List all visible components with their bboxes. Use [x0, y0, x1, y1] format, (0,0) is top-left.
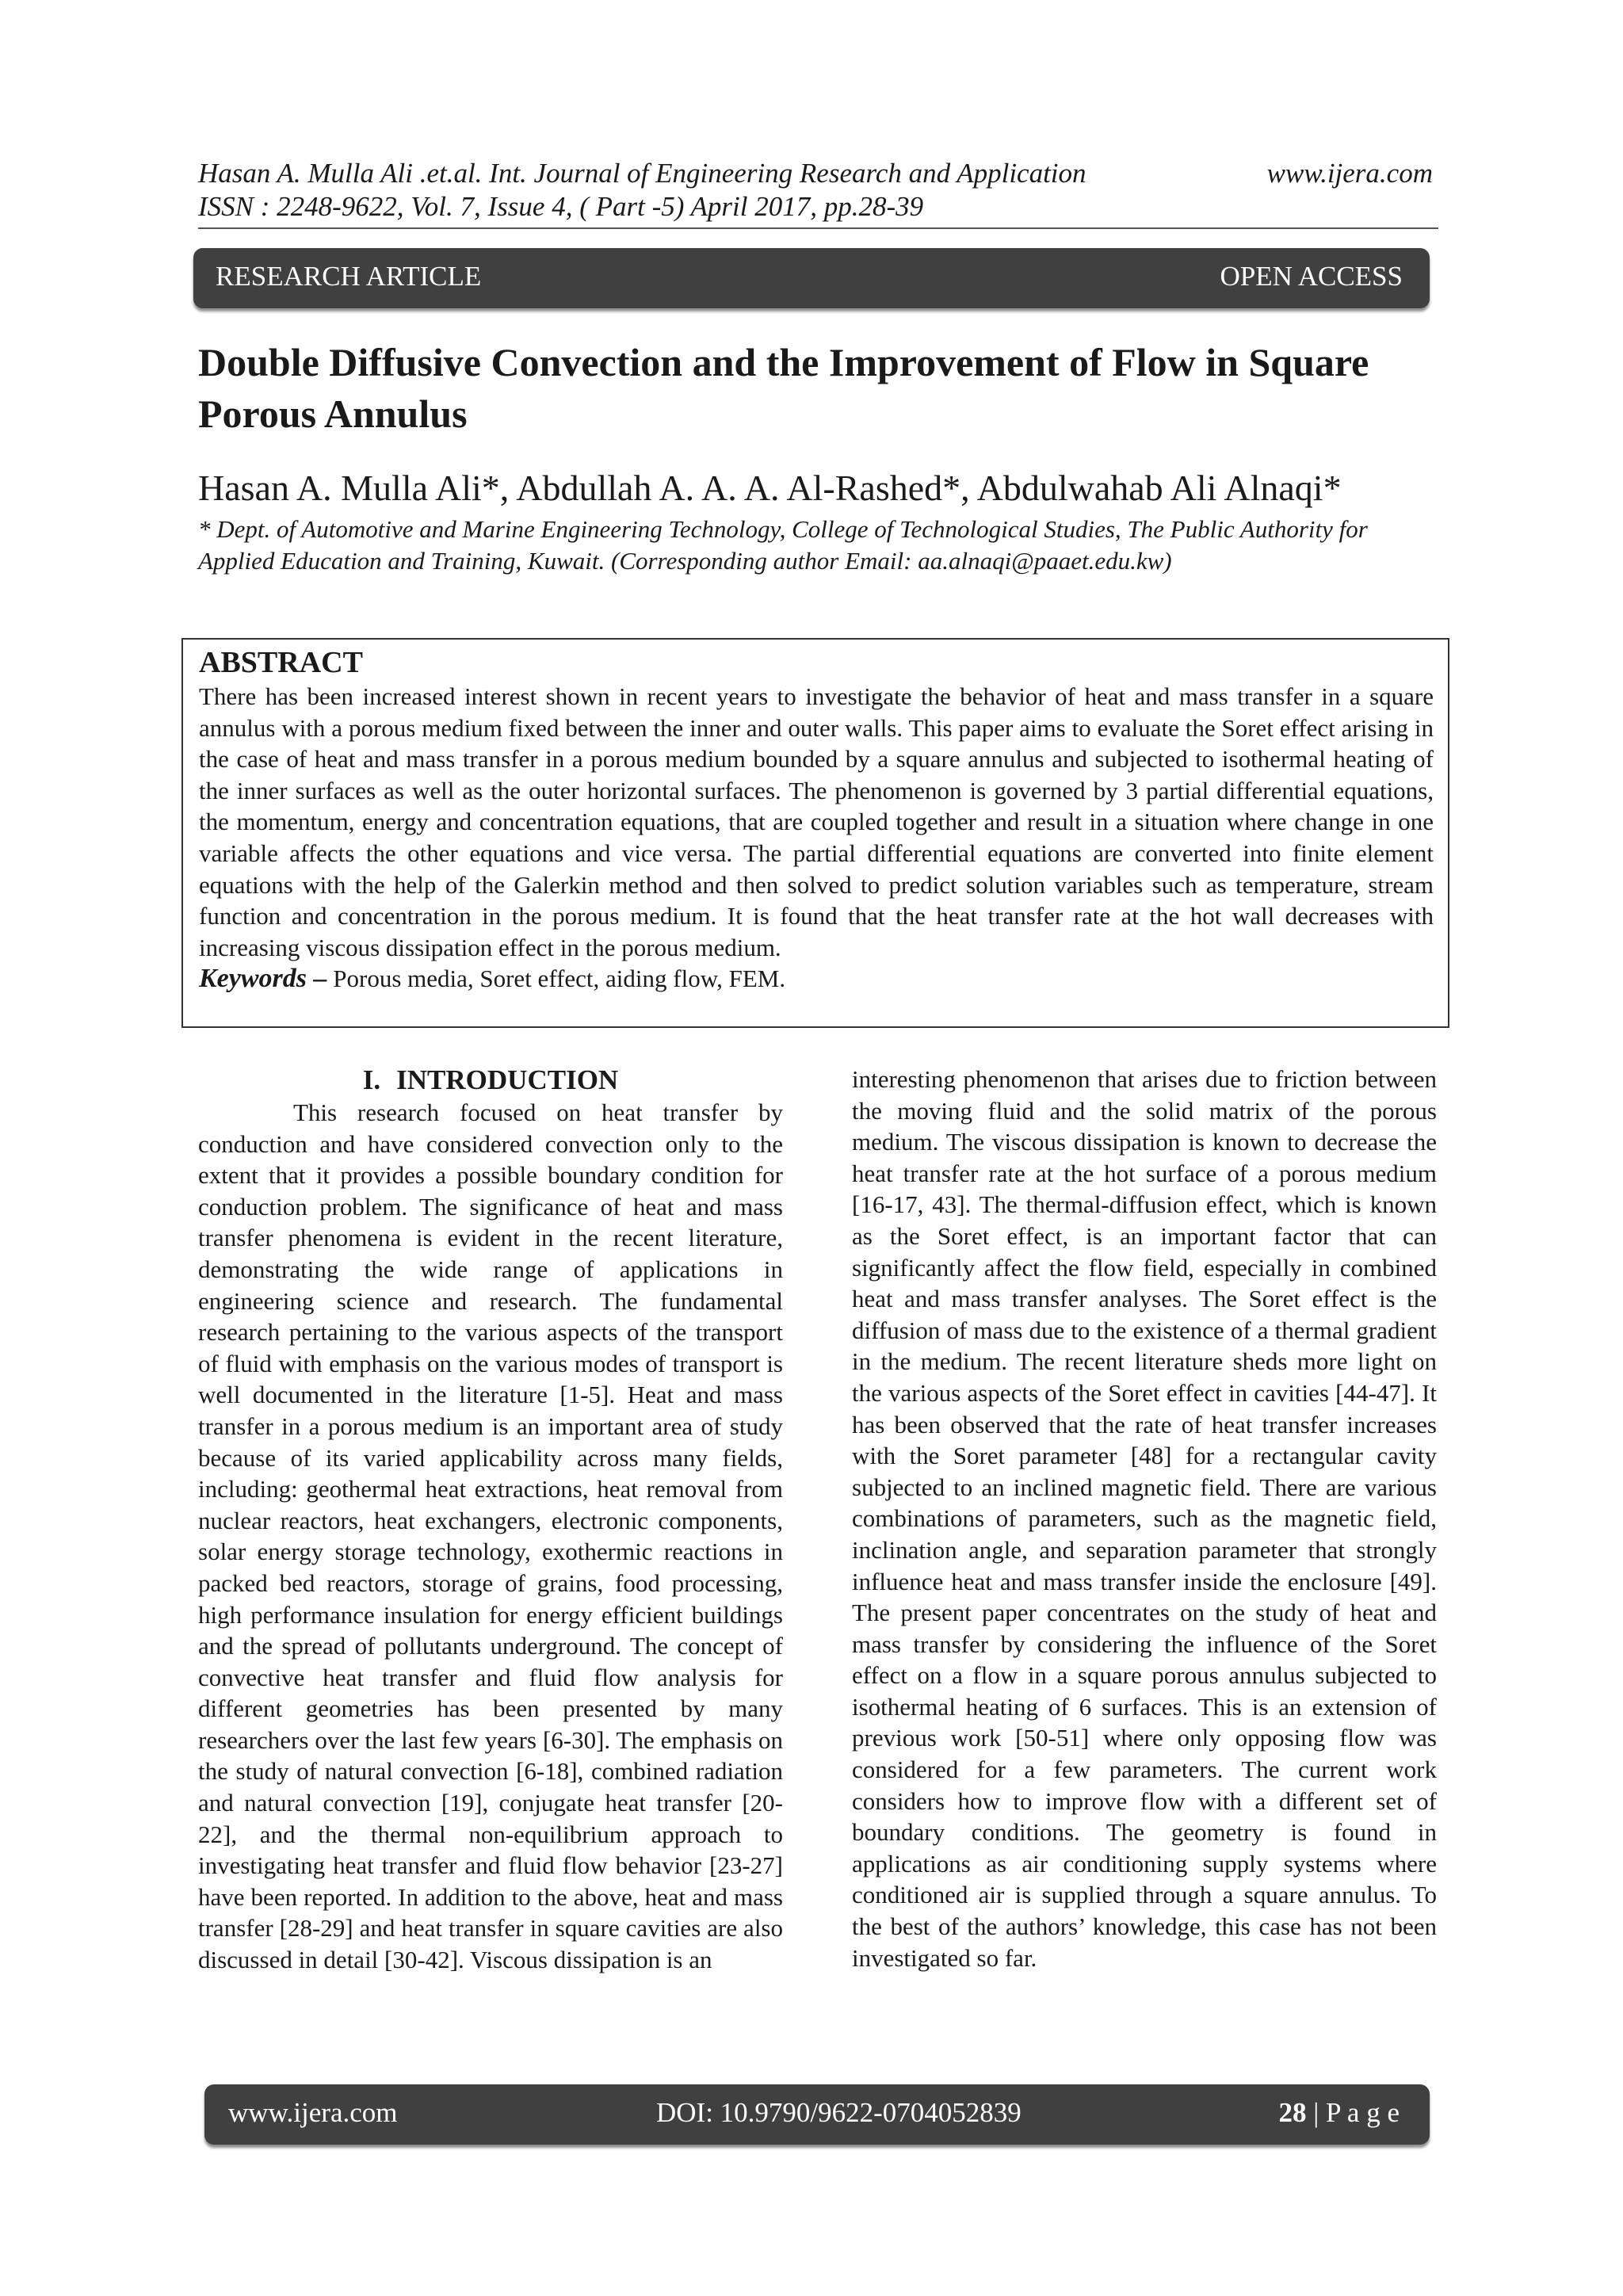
footer-page-indicator: [1279, 2097, 1400, 2129]
section-heading: [198, 1064, 783, 1097]
page-footer: [204, 2084, 1430, 2145]
author-list: Hasan A. Mulla Ali*, Abdullah A. A. A. Al-Rashed*, Abdulwahab Ali Alnaqi*: [198, 468, 1342, 508]
research-article-label: RESEARCH ARTICLE: [216, 261, 482, 292]
intro-paragraph-left: This research focused on heat transfer by conduction and have considered convection only to the extent that it provides a possible boundary condition for conduction problem. The significance of heat and mass transfer phenomena is evident in the recent literature, demonstrating the wide range of applications in engineering science and research. The fundamental research pertaining to the various aspects of the transport of fluid with emphasis on the various modes of transport is well documented in the literature [1-5]. Heat and mass transfer in a porous medium is an important area of study because of its varied applicability across many fields, including: geothermal heat extractions, heat removal from nuclear reactors, heat exchangers, electronic components, solar energy storage technology, exothermic reactions in packed bed reactors, storage of grains, food processing, high performance insulation for energy efficient buildings and the spread of pollutants underground. The concept of convective heat transfer and fluid flow analysis for different geometries has been presented by many researchers over the last few years [6-30]. The emphasis on the study of natural convection [6-18], combined radiation and natural convection [19], conjugate heat transfer [20-22], and the thermal non-equilibrium approach to investigating heat transfer and fluid flow behavior [23-27] have been reported. In addition to the above, heat and mass transfer [28-29] and heat transfer in square cavities are also discussed in detail [30-42]. Viscous dissipation is an: [198, 1098, 783, 1974]
page-label: | P a g e: [1306, 2097, 1400, 2128]
section-title: INTRODUCTION: [396, 1064, 619, 1095]
left-text-column: [198, 1064, 783, 1976]
intro-paragraph-right: interesting phenomenon that arises due to friction between the moving fluid and the solid matrix of the porous medium. The viscous dissipation is known to decrease the heat transfer rate at the hot surface of a porous medium [16-17, 43]. The thermal-diffusion effect, which is known as the Soret effect, is an important factor that can significantly affect the flow field, especially in combined heat and mass transfer analyses. The Soret effect is the diffusion of mass due to the existence of a thermal gradient in the medium. The recent literature sheds more light on the various aspects of the Soret effect in cavities [44-47]. It has been observed that the rate of heat transfer increases with the Soret parameter [48] for a rectangular cavity subjected to an inclined magnetic field. There are various combinations of parameters, such as the magnetic field, inclination angle, and separation parameter that strongly influence heat and mass transfer inside the enclosure [49]. The present paper concentrates on the study of heat and mass transfer by considering the influence of the Soret effect on a flow in a square porous annulus subjected to isothermal heating of 6 surfaces. This is an extension of previous work [50-51] where only opposing flow was considered for a few parameters. The current work considers how to improve flow with a different set of boundary conditions. The geometry is found in applications as air conditioning supply systems where conditioned air is supplied through a square annulus. To the best of the authors’ knowledge, this case has not been investigated so far.: [852, 1065, 1437, 1972]
keywords-label: Keywords –: [199, 964, 327, 994]
abstract-heading: ABSTRACT: [199, 646, 363, 679]
author-affiliation: * Dept. of Automotive and Marine Engineering Technology, College of Technological Studies, The Public Authority for Applied Education and Training, Kuwait. (Corresponding author Email: aa.alnaqi@paaet.edu.kw): [198, 515, 1368, 575]
paper-title: Double Diffusive Convection and the Improvement of Flow in Square Porous Annulus: [198, 340, 1369, 436]
right-text-column: [852, 1064, 1437, 1973]
journal-citation-line1: Hasan A. Mulla Ali .et.al. Int. Journal of Engineering Research and Application: [198, 158, 1086, 189]
keywords-list: Porous media, Soret effect, aiding flow, FEM.: [327, 965, 786, 993]
open-access-label: OPEN ACCESS: [1220, 261, 1403, 292]
page-number: 28: [1278, 2097, 1307, 2128]
header-divider: [198, 227, 1438, 229]
footer-doi[interactable]: DOI: 10.9790/9622-0704052839: [656, 2097, 1022, 2128]
keywords-line: [199, 963, 1434, 995]
footer-website-link[interactable]: www.ijera.com: [228, 2097, 398, 2128]
journal-citation-line2: ISSN : 2248-9622, Vol. 7, Issue 4, ( Part -5) April 2017, pp.28-39: [198, 191, 924, 222]
abstract-body: There has been increased interest shown in recent years to investigate the behavior of heat and mass transfer in a square annulus with a porous medium fixed between the inner and outer walls. This paper aims to evaluate the Soret effect arising in the case of heat and mass transfer in a porous medium bounded by a square annulus and subjected to isothermal heating of the inner surfaces as well as the outer horizontal surfaces. The phenomenon is governed by 3 partial differential equations, the momentum, energy and concentration equations, that are coupled together and result in a situation where change in one variable affects the other equations and vice versa. The partial differential equations are converted into finite element equations with the help of the Galerkin method and then solved to predict solution variables such as temperature, stream function and concentration in the porous medium. It is found that the heat transfer rate at the hot wall decreases with increasing viscous dissipation effect in the porous medium.: [199, 682, 1434, 961]
section-number: I.: [362, 1064, 381, 1095]
article-type-banner: [193, 248, 1430, 308]
abstract-box: [181, 638, 1449, 1028]
header-website-link[interactable]: www.ijera.com: [1266, 158, 1433, 189]
